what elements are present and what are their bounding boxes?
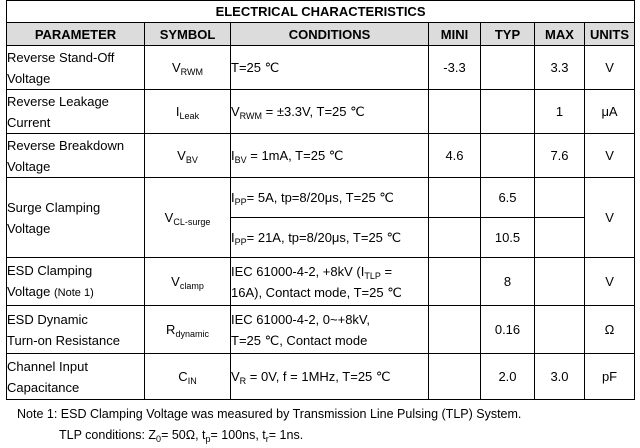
header-row	[7, 23, 635, 46]
symbol-cell	[145, 134, 231, 178]
min-cell	[429, 258, 481, 306]
units-cell: μA	[585, 90, 635, 134]
table-row	[7, 90, 635, 134]
symbol-subscript: BV	[185, 155, 198, 165]
tlp-prefix: TLP conditions: Z	[59, 428, 157, 442]
parameter-cell	[7, 178, 145, 258]
cond-main: I	[231, 190, 235, 205]
header-typ: TYP	[481, 23, 535, 46]
typ-cell: 6.5	[481, 178, 535, 218]
cond-line1-post: =	[380, 263, 393, 279]
max-cell	[535, 178, 585, 218]
typ-cell: 10.5	[481, 218, 535, 258]
tlp-r-subscript: r	[265, 434, 269, 444]
cond-rest: = 5A, tp=8/20μs, T=25 ℃	[246, 190, 394, 205]
min-cell	[429, 178, 481, 218]
typ-cell: 2.0	[481, 354, 535, 400]
electrical-characteristics-sheet	[6, 0, 634, 400]
min-cell: -3.3	[429, 46, 481, 90]
parameter-line1: ESD Clamping	[7, 262, 93, 278]
conditions-cell	[231, 258, 429, 306]
min-cell	[429, 306, 481, 354]
symbol-cell	[145, 258, 231, 306]
conditions-cell	[231, 306, 429, 354]
parameter-cell	[7, 46, 145, 90]
symbol-cell	[145, 90, 231, 134]
tlp-mid2: = 100ns, t	[210, 428, 266, 442]
tlp-p-subscript: p	[205, 434, 211, 444]
table-row	[7, 306, 635, 354]
symbol-cell	[145, 354, 231, 400]
symbol-cell	[145, 178, 231, 258]
electrical-characteristics-table	[6, 0, 635, 400]
min-cell: 4.6	[429, 134, 481, 178]
symbol-main: I	[175, 104, 180, 119]
symbol-main: V	[171, 274, 180, 289]
parameter-line2: Capacitance	[7, 379, 80, 395]
conditions-cell	[231, 354, 429, 400]
cond-rest: = 1mA, T=25 ℃	[246, 148, 344, 163]
table-title: ELECTRICAL CHARACTERISTICS	[7, 1, 635, 23]
parameter-cell	[7, 354, 145, 400]
max-cell: 3.3	[535, 46, 585, 90]
max-cell: 1	[535, 90, 585, 134]
table-row	[7, 258, 635, 306]
cond-rest: = 21A, tp=8/20μs, T=25 ℃	[246, 230, 402, 245]
conditions-cell	[231, 218, 429, 258]
typ-cell	[481, 90, 535, 134]
cond-subscript: PP	[234, 197, 247, 207]
conditions-cell	[231, 90, 429, 134]
cond-main: I	[231, 230, 235, 245]
header-max: MAX	[535, 23, 585, 46]
parameter-line2: Voltage	[7, 283, 51, 299]
tlp-mid1: = 50Ω, t	[161, 428, 206, 442]
parameter-line1: ESD Dynamic	[7, 311, 88, 327]
footnotes	[17, 404, 521, 446]
table-row	[7, 178, 635, 218]
header-parameter: PARAMETER	[7, 23, 145, 46]
symbol-main: V	[171, 60, 181, 75]
symbol-subscript: IN	[187, 376, 197, 386]
min-cell	[429, 218, 481, 258]
cond-line1-pre: IEC 61000-4-2, +8kV (I	[231, 263, 365, 279]
tlp-z-subscript: 0	[156, 434, 162, 444]
units-cell: Ω	[585, 306, 635, 354]
symbol-subscript: CL-surge	[173, 217, 211, 227]
parameter-line1: Channel Input	[7, 358, 88, 374]
symbol-cell	[145, 46, 231, 90]
cond-subscript: BV	[234, 155, 247, 165]
table-row	[7, 354, 635, 400]
typ-cell	[481, 134, 535, 178]
units-cell: V	[585, 258, 635, 306]
cond-line2: 16A), Contact mode, T=25 ℃	[231, 284, 402, 300]
cond-line2: T=25 ℃, Contact mode	[231, 332, 368, 348]
parameter-line1: Reverse Stand-Off	[7, 49, 115, 65]
units-cell: V	[585, 134, 635, 178]
conditions-cell: T=25 ℃	[231, 46, 429, 90]
symbol-main: V	[164, 210, 174, 225]
max-cell: 3.0	[535, 354, 585, 400]
parameter-note: (Note 1)	[54, 286, 94, 299]
parameter-line2: Turn-on Resistance	[7, 332, 120, 348]
units-cell: pF	[585, 354, 635, 400]
cond-rest: = ±3.3V, T=25 ℃	[262, 104, 365, 119]
parameter-cell	[7, 306, 145, 354]
symbol-main: R	[166, 322, 176, 337]
parameter-cell	[7, 258, 145, 306]
symbol-subscript: dynamic	[175, 329, 209, 339]
min-cell	[429, 90, 481, 134]
cond-subscript: R	[239, 376, 247, 386]
parameter-line2: Current	[7, 114, 51, 130]
max-cell: 7.6	[535, 134, 585, 178]
cond-subscript: TLP	[364, 270, 381, 281]
table-row	[7, 46, 635, 90]
cond-main: V	[231, 369, 240, 384]
parameter-cell	[7, 134, 145, 178]
conditions-cell	[231, 178, 429, 218]
parameter-line2: Voltage	[7, 220, 51, 236]
units-cell: V	[585, 46, 635, 90]
conditions-cell	[231, 134, 429, 178]
symbol-subscript: clamp	[179, 281, 204, 291]
parameter-line1: Surge Clamping	[7, 199, 101, 215]
units-cell: V	[585, 178, 635, 258]
symbol-subscript: Leak	[179, 111, 200, 121]
symbol-main: C	[178, 369, 188, 384]
table-row	[7, 134, 635, 178]
typ-cell: 8	[481, 258, 535, 306]
parameter-line1: Reverse Leakage	[7, 93, 109, 109]
parameter-line2: Voltage	[7, 158, 51, 174]
cond-line1: IEC 61000-4-2, 0~+8kV,	[231, 311, 371, 327]
parameter-line2: Voltage	[7, 70, 51, 86]
max-cell	[535, 306, 585, 354]
min-cell	[429, 354, 481, 400]
cond-rest: = 0V, f = 1MHz, T=25 ℃	[246, 369, 391, 384]
tlp-conditions	[17, 425, 521, 446]
note-1: Note 1: ESD Clamping Voltage was measured by Transmission Line Pulsing (TLP) System.	[17, 407, 522, 421]
header-units: UNITS	[585, 23, 635, 46]
tlp-end: = 1ns.	[268, 428, 304, 442]
max-cell	[535, 258, 585, 306]
cond-subscript: PP	[234, 237, 247, 247]
header-min: MINI	[429, 23, 481, 46]
parameter-cell	[7, 90, 145, 134]
parameter-line1: Reverse Breakdown	[7, 137, 125, 153]
cond-main: V	[231, 104, 240, 119]
typ-cell: 0.16	[481, 306, 535, 354]
cond-subscript: RWM	[239, 111, 263, 121]
symbol-main: V	[177, 148, 186, 163]
symbol-cell	[145, 306, 231, 354]
header-conditions: CONDITIONS	[231, 23, 429, 46]
symbol-subscript: RWM	[180, 67, 203, 77]
header-symbol: SYMBOL	[145, 23, 231, 46]
cond-main: I	[231, 148, 235, 163]
max-cell	[535, 218, 585, 258]
typ-cell	[481, 46, 535, 90]
